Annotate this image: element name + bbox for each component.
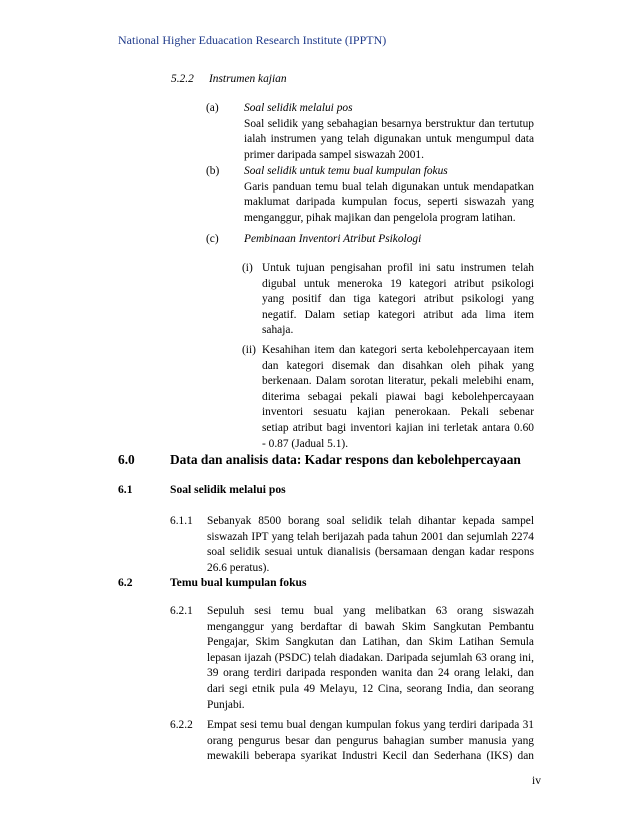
para-6-1-1-line: 26.6 peratus). xyxy=(207,561,270,574)
subitem-ii-line: dan kategori disemak dan disahkan oleh pihak yang xyxy=(262,359,534,372)
item-a-block xyxy=(244,101,534,163)
subitem-ii-line: inventori sesuatu kajian penerokaan. Pekali sebenar xyxy=(262,406,534,419)
para-6-1-1-line: siswazah IPT yang telah berijazah pada tahun 2001 dan sejumlah 2274 xyxy=(207,530,534,543)
subitem-i-line: negatif. Dalam setiap kategori atribut ada lima item xyxy=(262,308,534,321)
section-number-6-0: 6.0 xyxy=(118,452,135,467)
section-number-6-2: 6.2 xyxy=(118,576,133,589)
subitem-i-line: digubal untuk meneroka 19 kategori atribut psikologi xyxy=(262,277,534,290)
subitem-ii-line: setiap atribut bagi inventori kajian ini terletak antara 0.60 xyxy=(262,421,534,434)
para-6-2-2-line: Empat sesi temu bual dengan kumpulan fokus yang terdiri daripada 31 xyxy=(207,719,534,731)
item-b-line: menganggur, pihak majikan dan pengelola program latihan. xyxy=(244,211,516,224)
item-b-line: maklumat daripada kumpulan focus, seperti siswazah yang xyxy=(244,196,534,209)
para-number-6-1-1: 6.1.1 xyxy=(170,515,193,527)
para-6-2-2-line: orang pengurus besar dan pengurus bahagian sumber manusia yang xyxy=(207,734,534,747)
subitem-ii-line: Kesahihan item dan kategori serta kebolehpercayaan item xyxy=(262,344,534,356)
item-a-line: ialah instrumen yang telah digunakan untuk mengumpul data xyxy=(244,133,534,146)
section-title-6-2: Temu bual kumpulan fokus xyxy=(170,576,307,589)
subitem-ii-line: - 0.87 (Jadual 5.1). xyxy=(262,437,349,450)
section-number-6-1: 6.1 xyxy=(118,483,133,496)
item-a-line: Soal selidik yang sebahagian besarnya berstruktur dan tertutup xyxy=(244,117,534,130)
subitem-ii-line: diterima sebagai pekali piawai bagi kebolehpercayaan xyxy=(262,390,534,403)
item-label-a: (a) xyxy=(206,102,219,114)
section-title-6-1: Soal selidik melalui pos xyxy=(170,483,286,496)
para-6-2-1 xyxy=(207,604,534,713)
para-6-2-1-line: dari segi etnik pula 49 Melayu, 12 Cina, seorang India, dan seorang xyxy=(207,682,534,695)
subitem-i-line: Untuk tujuan pengisahan profil ini satu instrumen telah xyxy=(262,262,534,274)
subitem-i-block xyxy=(262,261,534,339)
subitem-label-ii: (ii) xyxy=(242,344,256,356)
para-6-2-1-line: Sepuluh sesi temu bual yang melibatkan 63 orang siswazah xyxy=(207,605,534,617)
para-number-6-2-1: 6.2.1 xyxy=(170,605,193,617)
page-header: National Higher Eduacation Research Institute (IPPTN) xyxy=(118,33,387,47)
item-a-title: Soal selidik melalui pos xyxy=(244,102,353,114)
subitem-i-line: sahaja. xyxy=(262,324,294,337)
page-number: iv xyxy=(532,775,541,787)
para-6-2-1-line: 39 orang terdiri daripada responden wanita dan 24 orang lelaki, dan xyxy=(207,667,534,680)
subitem-ii-line: berkenaan. Dalam sorotan literatur, pekali melebihi enam, xyxy=(262,375,534,388)
item-label-b: (b) xyxy=(206,165,220,177)
item-b-block xyxy=(244,164,534,226)
para-6-2-2-line: mewakili beberapa syarikat Industri Kecil dan Sederhana (IKS) dan xyxy=(207,750,534,763)
section-title-6-0: Data dan analisis data: Kadar respons dan kebolehpercayaan xyxy=(170,452,521,467)
para-number-6-2-2: 6.2.2 xyxy=(170,719,193,731)
para-6-1-1-line: soal selidik sesuai untuk dianalisis (bersamaan dengan kadar respons xyxy=(207,546,534,559)
section-title-instrumen-kajian: Instrumen kajian xyxy=(209,73,287,85)
para-6-2-1-line: menganggur yang berdaftar di bawah Skim Sangkutan Pembantu xyxy=(207,620,534,633)
subitem-label-i: (i) xyxy=(242,262,253,274)
item-a-line: primer daripada sampel siswazah 2001. xyxy=(244,148,424,161)
item-b-title: Soal selidik untuk temu bual kumpulan fokus xyxy=(244,165,448,177)
para-6-2-2 xyxy=(207,718,534,765)
para-6-2-1-line: Punjabi. xyxy=(207,698,245,711)
subitem-i-line: yang positif dan tiga kategori atribut psikologi yang xyxy=(262,293,534,306)
item-b-line: Garis panduan temu bual telah digunakan untuk mendapatkan xyxy=(244,180,534,193)
para-6-2-1-line: Pengajar, Skim Sangkutan dan Latihan, dan Skim Latihan Semula xyxy=(207,636,534,649)
item-c-title: Pembinaan Inventori Atribut Psikologi xyxy=(244,233,422,245)
subitem-ii-block xyxy=(262,343,534,452)
item-label-c: (c) xyxy=(206,233,219,245)
para-6-2-1-line: lepasan ijazah (PSDC) telah diadakan. Daripada sejumlah 63 orang ini, xyxy=(207,651,534,664)
section-number-5-2-2: 5.2.2 xyxy=(171,73,194,85)
para-6-1-1 xyxy=(207,514,534,576)
para-6-1-1-line: Sebanyak 8500 borang soal selidik telah dihantar kepada sampel xyxy=(207,515,534,527)
